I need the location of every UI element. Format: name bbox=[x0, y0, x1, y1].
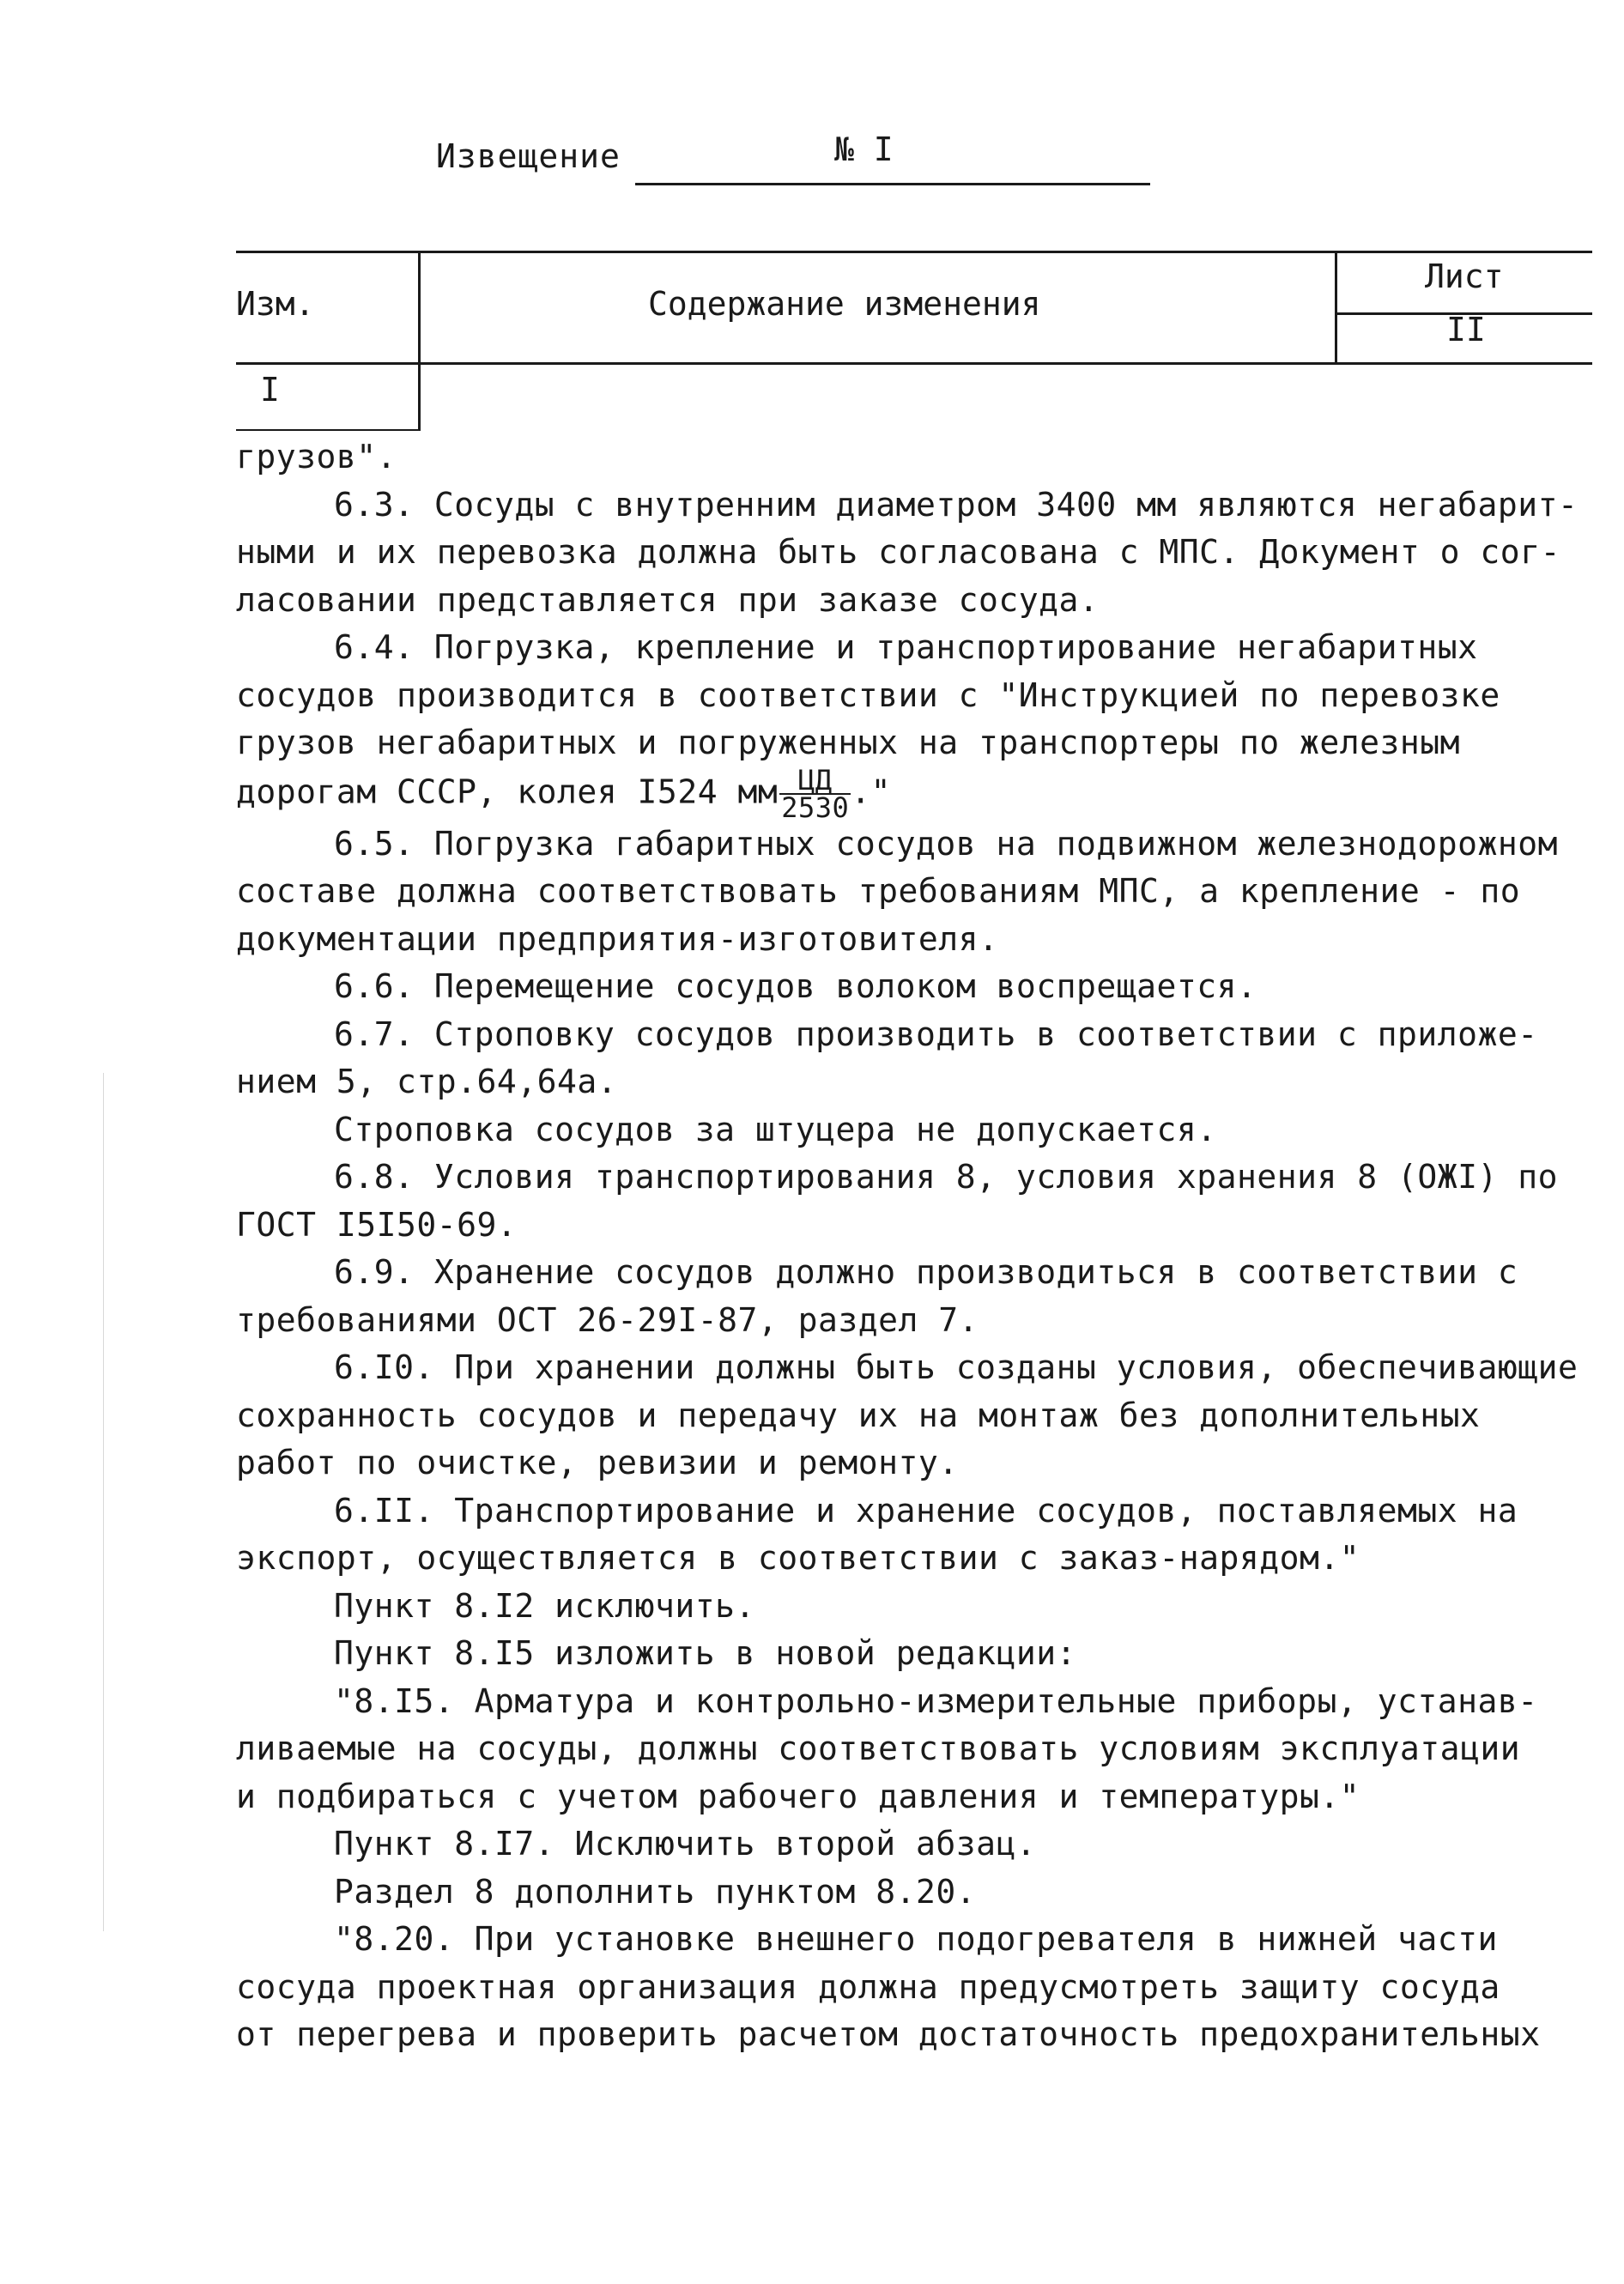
text-line: 6.8. Условия транспортирования 8, условия хранения 8 (ОЖI) по bbox=[334, 1158, 1559, 1196]
text-line: от перегрева и проверить расчетом достаточность предохранительных bbox=[236, 2015, 1541, 2053]
text-line: 6.9. Хранение сосудов должно производиться в соответствии с bbox=[334, 1253, 1518, 1291]
revision-header-table bbox=[236, 251, 1592, 431]
text-line: 6.5. Погрузка габаритных сосудов на подвижном железнодорожном bbox=[334, 824, 1559, 863]
table-rule-middle bbox=[236, 362, 1592, 365]
text-line: 6.4. Погрузка, крепление и транспортирование негабаритных bbox=[334, 628, 1478, 666]
table-rule-vertical-1 bbox=[418, 251, 421, 431]
fraction-line-prefix: дорогам СССР, колея I524 мм bbox=[236, 772, 779, 810]
text-line: 6.6. Перемещение сосудов волоком воспрещается. bbox=[334, 967, 1257, 1005]
text-line: Раздел 8 дополнить пунктом 8.20. bbox=[334, 1872, 977, 1911]
text-line: работ по очистке, ревизии и ремонту. bbox=[236, 1444, 959, 1481]
table-rule-bottom bbox=[236, 429, 421, 431]
revision-number: I bbox=[260, 371, 280, 409]
notice-label-text: Извещение bbox=[436, 137, 621, 175]
text-line: Строповка сосудов за штуцера не допускается. bbox=[334, 1110, 1217, 1148]
fraction-denominator: 2530 bbox=[781, 791, 850, 824]
table-rule-top bbox=[236, 251, 1592, 253]
text-line: ными и их перевозка должна быть согласована с МПС. Документ о сог- bbox=[236, 533, 1560, 571]
text-line: экспорт, осуществляется в соответствии с заказ-нарядом." bbox=[236, 1539, 1360, 1577]
text-line: составе должна соответствовать требованиям МПС, а крепление - по bbox=[236, 872, 1521, 910]
fraction-line-suffix: ." bbox=[851, 772, 892, 810]
column-header-sheet: Лист bbox=[1425, 257, 1504, 295]
fraction bbox=[779, 763, 851, 824]
text-line: грузов". bbox=[236, 438, 397, 476]
text-line: 6.II. Транспортирование и хранение сосудов, поставляемых на bbox=[334, 1491, 1518, 1530]
text-line: Пункт 8.I5 изложить в новой редакции: bbox=[334, 1634, 1076, 1672]
text-line: 6.3. Сосуды с внутренним диаметром 3400 мм являются негабарит- bbox=[334, 485, 1579, 524]
text-line: "8.I5. Арматура и контрольно-измерительные приборы, устанав- bbox=[334, 1681, 1538, 1720]
paragraph-block-2 bbox=[236, 821, 1592, 2059]
fraction-line bbox=[236, 763, 1592, 824]
document-body bbox=[236, 433, 1592, 2059]
text-line: документации предприятия-изготовителя. bbox=[236, 919, 999, 958]
text-line: 6.7. Строповку сосудов производить в соответствии с приложе- bbox=[334, 1015, 1538, 1053]
column-header-content: Содержание изменения bbox=[648, 285, 1041, 323]
text-line: Пункт 8.I7. Исключить второй абзац. bbox=[334, 1825, 1037, 1863]
sheet-number: II bbox=[1446, 311, 1486, 348]
text-line: сосудов производится в соответствии с "Инструкцией по перевозке bbox=[236, 676, 1500, 714]
notice-number: № I bbox=[834, 130, 894, 168]
fraction-numerator: ЦД bbox=[779, 767, 851, 795]
text-line: и подбираться с учетом рабочего давления и температуры." bbox=[236, 1777, 1360, 1815]
text-line: грузов негабаритных и погруженных на транспортеры по железным bbox=[236, 724, 1461, 761]
text-line: требованиями ОСТ 26-29I-87, раздел 7. bbox=[236, 1300, 979, 1339]
notice-underline bbox=[635, 183, 1150, 185]
table-rule-vertical-2 bbox=[1335, 251, 1337, 362]
text-line: 6.I0. При хранении должны быть созданы условия, обеспечивающие bbox=[334, 1348, 1579, 1386]
text-line: Пункт 8.I2 исключить. bbox=[334, 1586, 755, 1625]
text-line: ливаемые на сосуды, должны соответствовать условиям эксплуатации bbox=[236, 1730, 1521, 1767]
paragraph-block-1 bbox=[236, 433, 1592, 767]
text-line: "8.20. При установке внешнего подогревателя в нижней части bbox=[334, 1920, 1498, 1958]
notice-label bbox=[436, 137, 621, 175]
text-line: ГОСТ I5I50-69. bbox=[236, 1205, 518, 1244]
text-line: сохранность сосудов и передачу их на монтаж без дополнительных bbox=[236, 1396, 1481, 1434]
text-line: нием 5, стр.64,64а. bbox=[236, 1063, 618, 1100]
text-line: сосуда проектная организация должна предусмотреть защиту сосуда bbox=[236, 1967, 1500, 2006]
text-line: ласовании представляется при заказе сосуда. bbox=[236, 580, 1100, 619]
scan-margin-line bbox=[103, 1073, 104, 1931]
column-header-revision: Изм. bbox=[236, 285, 315, 323]
